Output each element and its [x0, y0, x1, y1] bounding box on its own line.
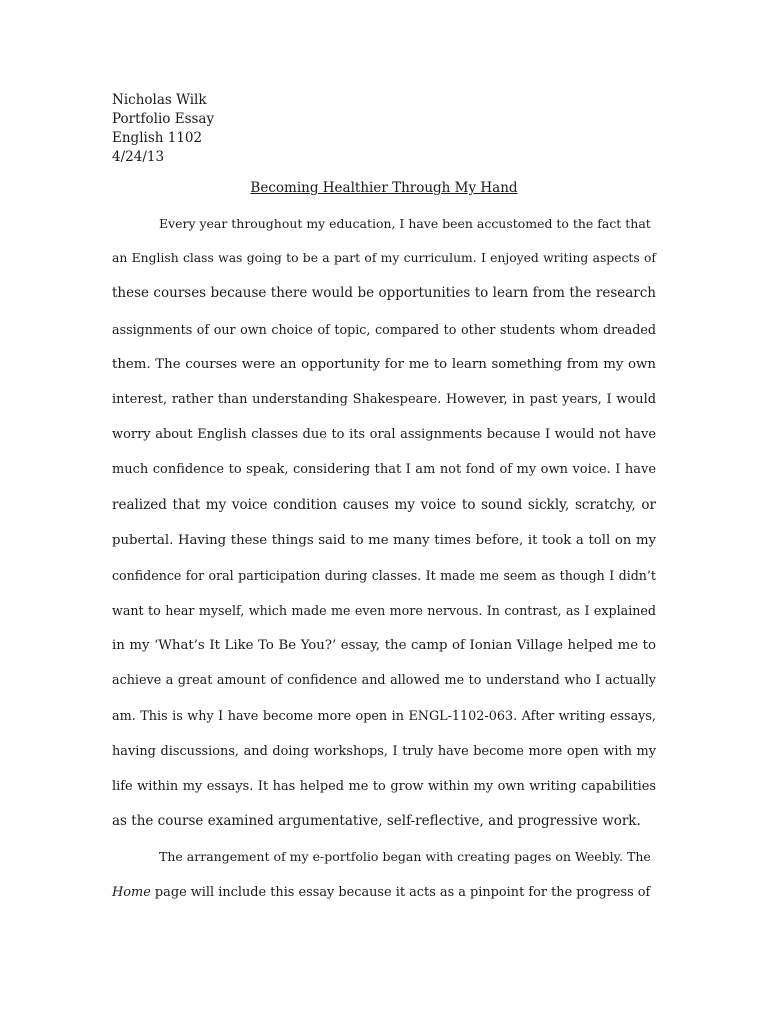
- essay-date: 4/24/13: [112, 149, 165, 165]
- author-name: Nicholas Wilk: [112, 92, 207, 108]
- paragraph-line: am. This is why I have become more open in ENGL-1102-063. After writing essays,: [112, 708, 656, 724]
- paragraph-line: achieve a great amount of confidence and allowed me to understand who I actually: [112, 673, 656, 689]
- essay-body: [112, 214, 656, 918]
- paragraph-line: life within my essays. It has helped me to grow within my own writing capabilities: [112, 779, 656, 794]
- paragraph-line: The arrangement of my e-portfolio began with creating pages on Weebly. The: [159, 849, 651, 865]
- paragraph-line: assignments of our own choice of topic, compared to other students whom dreaded: [112, 321, 656, 337]
- home-page-name: Home: [112, 884, 151, 900]
- paragraph-line: an English class was going to be a part of my curriculum. I enjoyed writing aspects of: [112, 251, 656, 266]
- paragraph-line: much confidence to speak, considering that I am not fond of my own voice. I have: [112, 462, 656, 478]
- paragraph-line: as the course examined argumentative, self-reflective, and progressive work.: [112, 813, 641, 830]
- course-name: English 1102: [112, 130, 203, 146]
- essay-header: [112, 91, 214, 167]
- paragraph-line-last: [112, 883, 656, 918]
- paragraph-line: confidence for oral participation during classes. It made me seem as though I didn’t: [112, 567, 656, 583]
- paragraph-line: realized that my voice condition causes my voice to sound sickly, scratchy, or: [112, 496, 656, 513]
- paragraph-line: worry about English classes due to its oral assignments because I would not have: [112, 427, 656, 443]
- paragraph-line: having discussions, and doing workshops, I truly have become more open with my: [112, 743, 656, 759]
- paragraph-line: Every year throughout my education, I have been accustomed to the fact that: [159, 216, 651, 231]
- paragraph-line: these courses because there would be opportunities to learn from the research: [112, 285, 656, 302]
- paragraph-line: want to hear myself, which made me even more nervous. In contrast, as I explained: [112, 603, 656, 619]
- paragraph-line: in my ‘What’s It Like To Be You?’ essay, the camp of Ionian Village helped me to: [112, 638, 656, 654]
- essay-title: Becoming Healthier Through My Hand: [250, 180, 518, 196]
- paragraph-line: them. The courses were an opportunity for me to learn something from my own: [112, 356, 656, 372]
- paragraph-line: pubertal. Having these things said to me many times before, it took a toll on my: [112, 532, 656, 548]
- assignment-name: Portfolio Essay: [112, 111, 215, 127]
- paragraph-line: interest, rather than understanding Shakespeare. However, in past years, I would: [112, 391, 656, 407]
- paragraph-line-rest: page will include this essay because it acts as a pinpoint for the progress of: [150, 884, 651, 900]
